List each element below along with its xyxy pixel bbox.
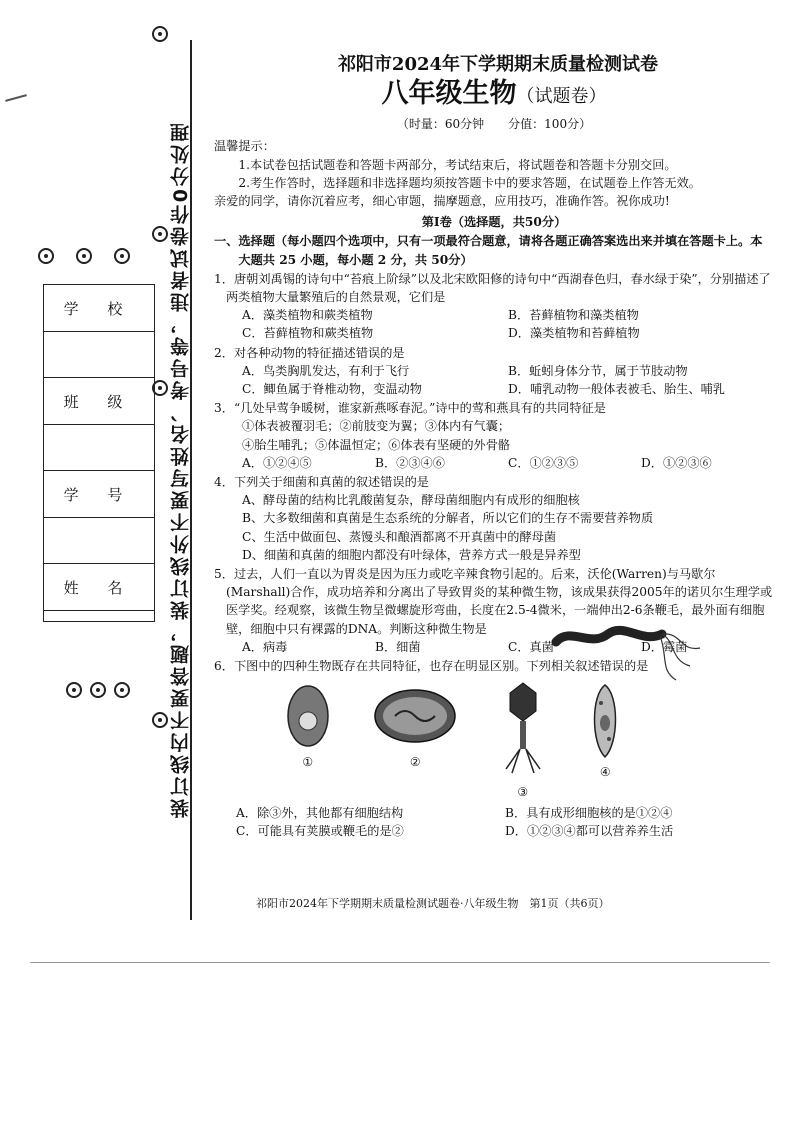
option-a: A．藻类植物和蕨类植物 bbox=[242, 308, 373, 323]
question-1 bbox=[214, 270, 774, 343]
option-b: B．具有成形细胞核的是①②④ bbox=[505, 805, 673, 820]
question-text: 1．唐朝刘禹锡的诗句中“苔痕上阶绿”以及北宋欧阳修的诗句中“西湖春色归，春水绿于染”，分别描述了两类植物大量繁殖后的自然景观，它们是 bbox=[214, 271, 771, 305]
option-c: C．真菌 bbox=[508, 639, 554, 654]
binding-hole-icon bbox=[152, 226, 168, 242]
yeast-cell-icon bbox=[283, 681, 333, 751]
binding-hole-icon bbox=[152, 26, 168, 42]
question-text: 5．过去，人们一直以为胃炎是因为压力或吃辛辣食物引起的。后来，沃伦(Warren)与马歇尔(Marshall)合作，成功培养和分离出了导致胃炎的某种微生物，该成果获得2005年的诺贝尔生理学或医学奖。经观察，该微生物呈微螺旋形弯曲，长度在2.5-4微米，一端伸出2-6条鞭毛，最外面有细胞壁，细胞中只有裸露的DNA。判断这种微生物是 bbox=[214, 567, 773, 636]
option-b: B、大多数细菌和真菌是生态系统的分解者，所以它们的生存不需要营养物质 bbox=[242, 511, 654, 526]
exam-title: 祁阳市2024年下学期期末质量检测试卷 bbox=[337, 54, 659, 75]
question-text: 4．下列关于细菌和真菌的叙述错误的是 bbox=[214, 475, 429, 490]
option-b: B．蚯蚓身体分节，属于节肢动物 bbox=[508, 363, 688, 378]
option-a: A．①②④⑤ bbox=[242, 455, 312, 470]
binding-hole-icon bbox=[38, 248, 54, 264]
binding-hole-icon bbox=[90, 682, 106, 698]
option-b: B．苔藓植物和藻类植物 bbox=[508, 308, 639, 323]
tip-item: 2.考生作答时，选择题和非选择题均须按答题卡中的要求答题，在试题卷上作答无效。 bbox=[238, 175, 701, 190]
school-field[interactable] bbox=[44, 332, 154, 378]
tips-label: 温馨提示： bbox=[214, 139, 275, 154]
binding-warning-text: 装订线内不要答题，装订线外不要写姓名、考号等，违者试卷作0分处理 bbox=[170, 120, 192, 819]
name-label: 姓 名 bbox=[44, 564, 154, 611]
option-c: C．苔藓植物和蕨类植物 bbox=[242, 326, 374, 341]
scan-mark bbox=[5, 94, 27, 102]
option-a: A．病毒 bbox=[242, 639, 288, 654]
option-c: C．①②③⑤ bbox=[508, 455, 579, 470]
organism-figure bbox=[264, 681, 644, 801]
option-d: D．哺乳动物一般体表被毛、胎生、哺乳 bbox=[508, 382, 725, 397]
option-d: D．藻类植物和苔藓植物 bbox=[508, 326, 640, 341]
feature-list: ④胎生哺乳；⑤体温恒定；⑥体表有坚硬的外骨骼 bbox=[242, 437, 511, 452]
figure-label: ④ bbox=[599, 765, 611, 780]
bacteriophage-icon bbox=[498, 681, 548, 781]
paramecium-icon bbox=[585, 681, 625, 761]
binding-hole-icon bbox=[114, 682, 130, 698]
option-d: D、细菌和真菌的细胞内都没有叶绿体，营养方式一般是异养型 bbox=[242, 547, 581, 562]
question-3 bbox=[214, 399, 774, 472]
binding-hole-icon bbox=[114, 248, 130, 264]
student-id-field[interactable] bbox=[44, 518, 154, 564]
organism-2 bbox=[370, 681, 460, 801]
option-c: C．鲫鱼属于脊椎动物，变温动物 bbox=[242, 382, 422, 397]
option-d: D．霉菌 bbox=[641, 639, 688, 654]
part1-title: 第Ⅰ卷（选择题，共50分） bbox=[421, 215, 567, 230]
binding-hole-icon bbox=[76, 248, 92, 264]
figure-label: ② bbox=[409, 755, 421, 770]
question-4 bbox=[214, 473, 774, 564]
exam-subject bbox=[214, 76, 774, 115]
option-d: D．①②③④都可以营养养生活 bbox=[505, 823, 674, 838]
option-c: C、生活中做面包、蒸馒头和酿酒都离不开真菌中的酵母菌 bbox=[242, 529, 557, 544]
class-field[interactable] bbox=[44, 425, 154, 471]
option-a: A．鸟类胸肌发达，有利于飞行 bbox=[242, 363, 410, 378]
binding-hole-icon bbox=[66, 682, 82, 698]
feature-list: ①体表被覆羽毛；②前肢变为翼；③体内有气囊； bbox=[242, 419, 511, 434]
question-2 bbox=[214, 344, 774, 399]
option-c: C．可能具有荚膜或鞭毛的是② bbox=[236, 823, 404, 838]
question-text: 2．对各种动物的特征描述错误的是 bbox=[214, 345, 405, 360]
name-field[interactable] bbox=[44, 611, 154, 654]
figure-label: ① bbox=[302, 755, 314, 770]
option-d: D．①②③⑥ bbox=[641, 455, 712, 470]
organism-1 bbox=[283, 681, 333, 801]
subject-sub: （试题卷） bbox=[516, 86, 607, 108]
option-a: A、酵母菌的结构比乳酸菌复杂，酵母菌细胞内有成形的细胞核 bbox=[242, 493, 580, 508]
binding-margin bbox=[163, 40, 211, 920]
option-b: B．细菌 bbox=[375, 639, 421, 654]
bacterium-icon bbox=[370, 681, 460, 751]
class-label: 班 级 bbox=[44, 378, 154, 425]
organism-3 bbox=[498, 681, 548, 801]
student-id-label: 学 号 bbox=[44, 471, 154, 518]
page-footer: 祁阳市2024年下学期期末质量检测试题卷·八年级生物 第1页（共6页） bbox=[256, 897, 610, 910]
binding-hole-icon bbox=[152, 712, 168, 728]
subject-name: 八年级生物 bbox=[381, 78, 517, 110]
question-text: 6．下图中的四种生物既存在共同特征，也存在明显区别。下列相关叙述错误的是 bbox=[214, 659, 649, 674]
tip-item: 1.本试卷包括试题卷和答题卡两部分，考试结束后，将试题卷和答题卡分别交回。 bbox=[238, 157, 677, 172]
section-head: 一、选择题（每小题四个选项中，只有一项最符合题意，请将各题正确答案选出来并填在答题卡上。本大题共 25 小题，每小题 2 分，共 50分） bbox=[214, 234, 763, 267]
tip-blessing: 亲爱的同学，请你沉着应考，细心审题，揣摩题意，应用技巧，准确作答。祝你成功! bbox=[214, 194, 670, 209]
option-a: A．除③外，其他都有细胞结构 bbox=[236, 805, 404, 820]
option-b: B．②③④⑥ bbox=[375, 455, 445, 470]
school-label: 学 校 bbox=[44, 285, 154, 332]
time-score: （时量：60分钟 分值：100分） bbox=[396, 117, 592, 132]
exam-content bbox=[214, 56, 774, 840]
organism-4 bbox=[585, 681, 625, 801]
question-text: 3．“几处早莺争暖树，谁家新燕啄春泥。”诗中的莺和燕具有的共同特征是 bbox=[214, 401, 606, 416]
student-info-box bbox=[43, 284, 155, 622]
question-6 bbox=[214, 657, 774, 840]
page-edge-line bbox=[30, 962, 770, 963]
figure-label: ③ bbox=[517, 785, 529, 800]
helicobacter-figure bbox=[550, 620, 710, 682]
